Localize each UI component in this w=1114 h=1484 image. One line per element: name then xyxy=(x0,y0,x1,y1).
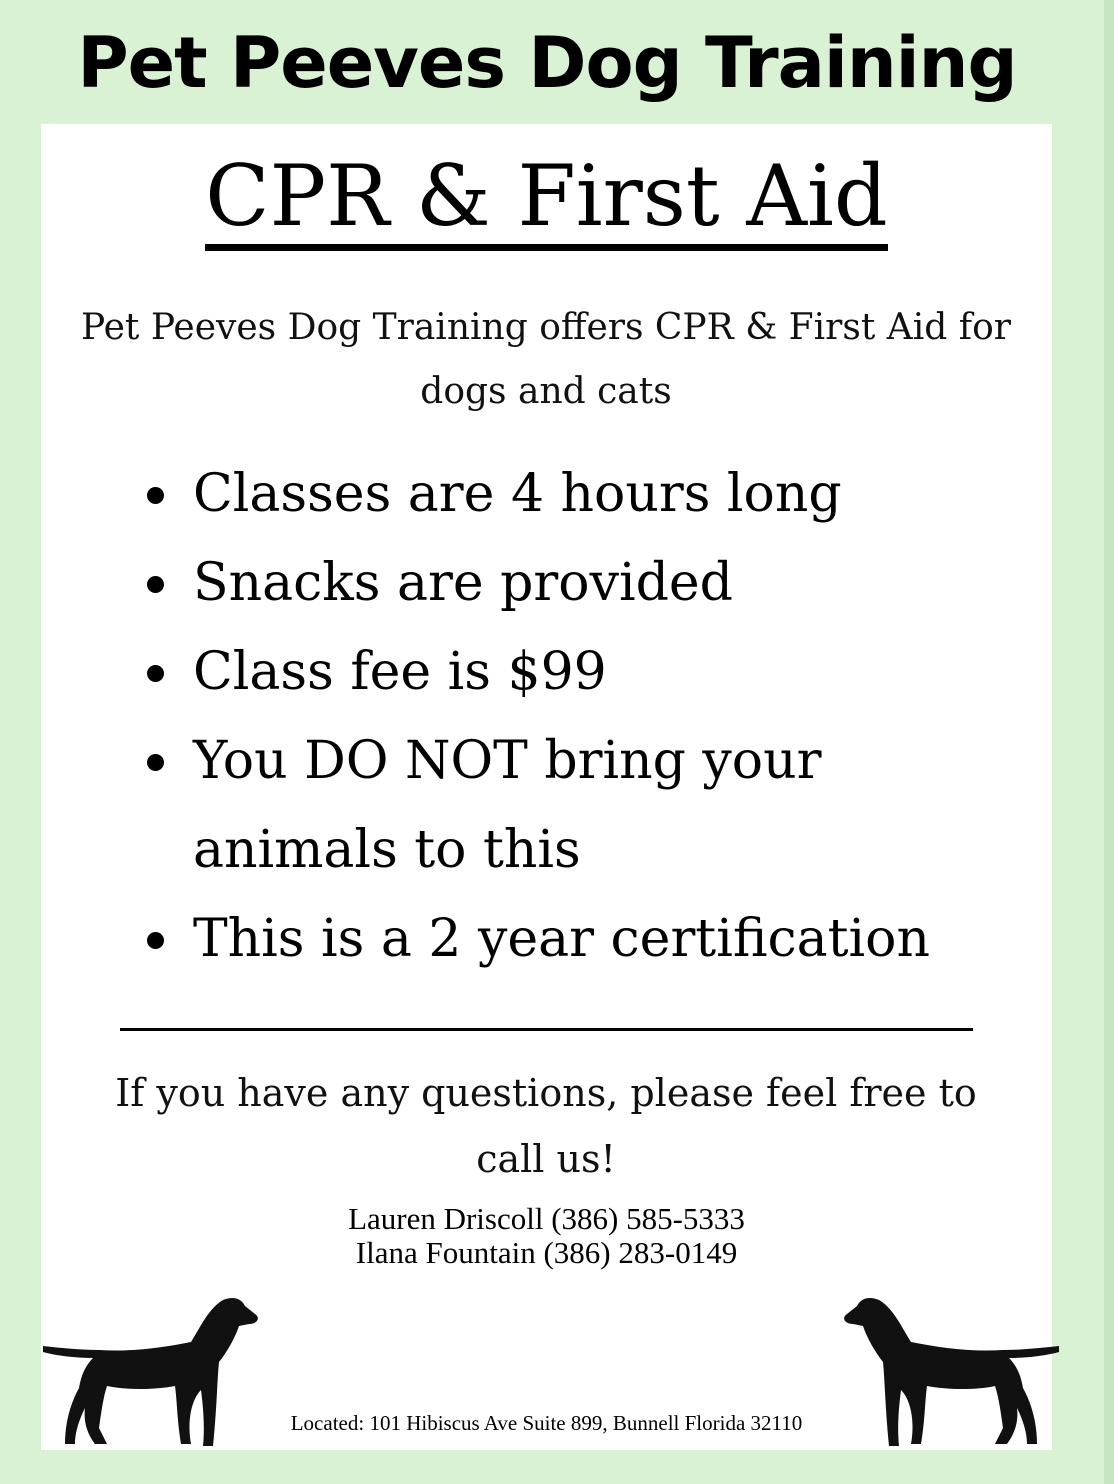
intro-text: Pet Peeves Dog Training offers CPR & First Aid for dogs and cats xyxy=(81,307,1011,412)
flyer-heading xyxy=(41,146,1052,251)
contact-list xyxy=(41,1202,1052,1270)
divider-line xyxy=(120,1028,973,1031)
bullet-dot-icon xyxy=(147,665,164,682)
bullet-item xyxy=(141,628,1021,717)
bullet-dot-icon xyxy=(147,754,164,771)
bullet-dot-icon xyxy=(147,576,164,593)
bullet-text: You DO NOT bring your animals to this xyxy=(193,731,822,880)
bullet-text: This is a 2 year certification xyxy=(193,909,930,969)
questions-text: If you have any questions, please feel free to call us! xyxy=(115,1071,977,1181)
page-edge xyxy=(1104,0,1114,1484)
bullet-text: Class fee is $99 xyxy=(193,642,607,702)
bullet-dot-icon xyxy=(147,932,164,949)
bullet-item xyxy=(141,450,1021,539)
bullet-item xyxy=(141,539,1021,628)
bullet-item xyxy=(141,717,893,895)
contact-ilana: Ilana Fountain (386) 283-0149 xyxy=(355,1235,738,1270)
location-text: Located: 101 Hibiscus Ave Suite 899, Bunnell Florida 32110 xyxy=(290,1411,803,1435)
bullet-text: Classes are 4 hours long xyxy=(193,464,842,524)
flyer-heading-text: CPR & First Aid xyxy=(205,152,887,251)
bullet-list xyxy=(141,450,1021,984)
flyer-panel xyxy=(41,124,1052,1450)
bullet-text: Snacks are provided xyxy=(193,553,733,613)
bullet-dot-icon xyxy=(147,487,164,504)
page-title: Pet Peeves Dog Training xyxy=(77,22,1017,104)
bullet-item xyxy=(141,895,1021,984)
contact-lauren: Lauren Driscoll (386) 585-5333 xyxy=(348,1201,745,1236)
